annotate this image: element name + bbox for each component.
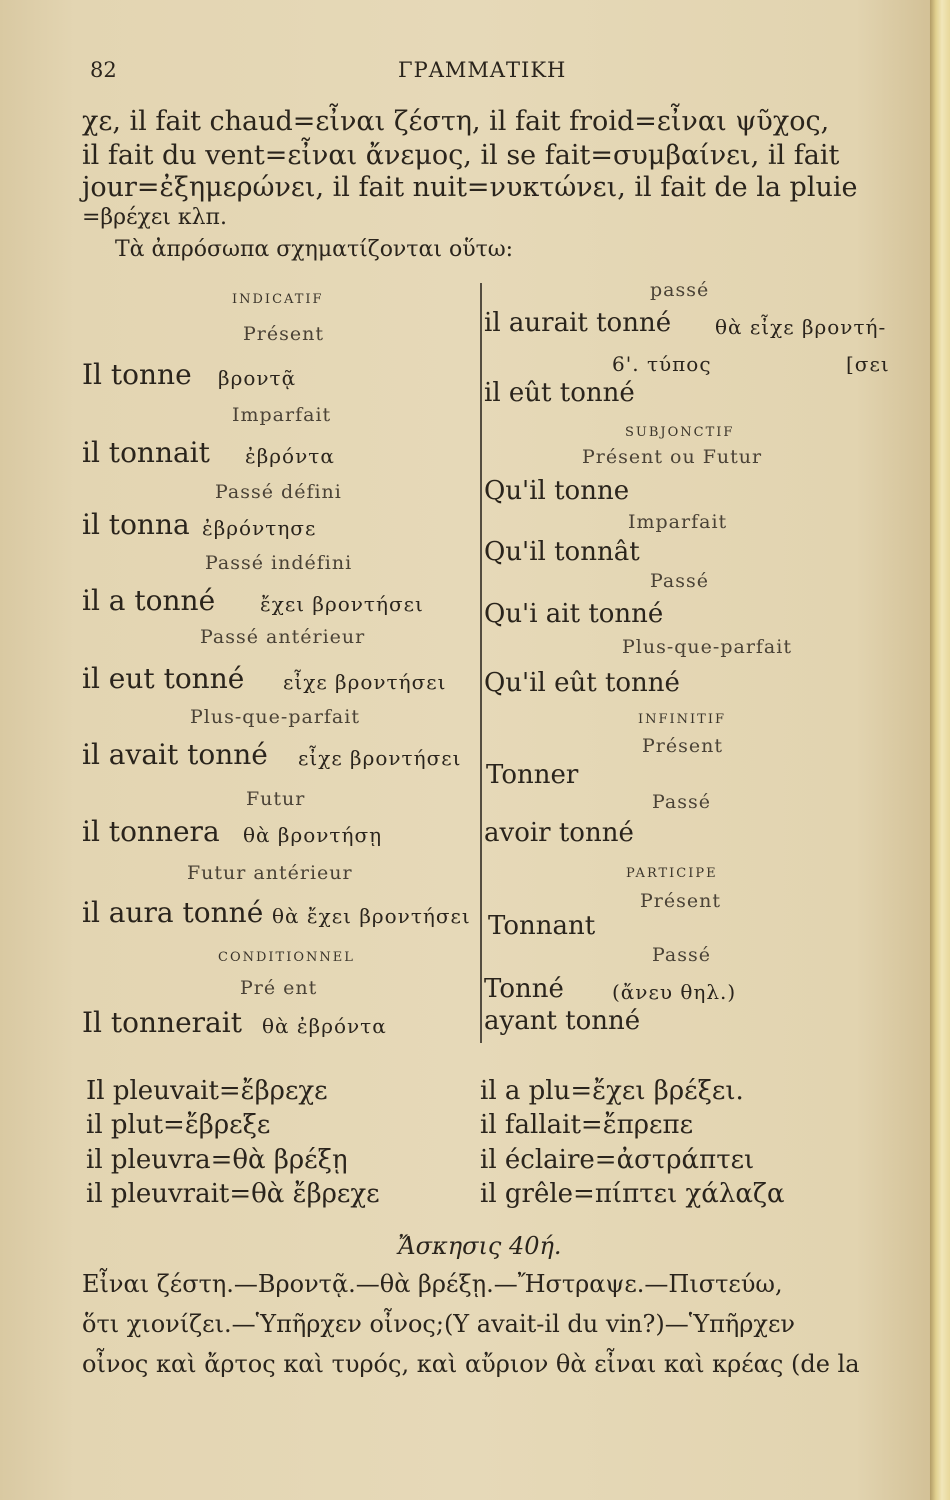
tense-form: il eut tonné xyxy=(82,662,245,695)
tense-label: Présent xyxy=(243,323,324,345)
weather-verb-line: il pleuvra=θὰ βρέξῃ xyxy=(86,1145,348,1175)
tense-note: (ἄνευ θηλ.) xyxy=(612,980,737,1004)
tense-label: Plus-que-parfait xyxy=(622,636,792,658)
tense-form: il tonnait xyxy=(82,436,210,469)
weather-verb-line: il éclaire=ἀστράπτει xyxy=(480,1145,755,1175)
tense-form: Qu'il eût tonné xyxy=(484,668,680,698)
tense-greek: ἐβρόντησε xyxy=(202,516,317,540)
tense-label: Passé xyxy=(652,791,712,813)
tense-greek: ἐβρόντα xyxy=(245,444,335,468)
tense-form: Tonné xyxy=(484,974,564,1004)
tense-greek-cont: 6'. τύπος xyxy=(612,352,712,376)
exercise-line: ὅτι χιονίζει.—Ὑπῆρχεν οἶνος;(Y avait-il du vin?)—Ὑπῆρχεν xyxy=(82,1310,795,1338)
tense-form: Tonner xyxy=(486,760,579,790)
tense-greek: θὰ ἐβρόντα xyxy=(262,1014,387,1038)
tense-label: Passé défini xyxy=(215,481,342,503)
tense-label: Imparfait xyxy=(628,511,728,533)
tense-note: [σει xyxy=(846,352,890,376)
tense-form: Qu'i ait tonné xyxy=(484,599,664,629)
tense-label: Passé antérieur xyxy=(200,626,366,648)
weather-verb-line: il fallait=ἔπρεπε xyxy=(480,1110,694,1140)
tense-label: Présent xyxy=(642,735,723,757)
tense-form: avoir tonné xyxy=(484,818,634,848)
page-edge xyxy=(930,0,950,1500)
column-divider xyxy=(480,283,482,1043)
intro-line: χε, il fait chaud=εἶναι ζέστη, il fait froid=εἶναι ψῦχος, xyxy=(82,106,830,137)
tense-greek: ἔχει βροντήσει xyxy=(260,592,424,616)
tense-label: Présent ou Futur xyxy=(582,446,763,468)
tense-label: passé xyxy=(650,279,710,301)
tense-label: Présent xyxy=(640,890,721,912)
exercise-line: οἶνος καὶ ἄρτος καὶ τυρός, καὶ αὔριον θὰ εἶναι καὶ κρέας (de la xyxy=(82,1350,860,1378)
tense-form: Il tonne xyxy=(82,358,192,391)
intro-line: jour=ἐξημερώνει, il fait nuit=νυκτώνει, il fait de la pluie xyxy=(82,172,858,203)
tense-label: Passé indéfini xyxy=(205,552,353,574)
weather-verb-line: il pleuvrait=θὰ ἔβρεχε xyxy=(86,1179,380,1209)
tense-form: Il tonnerait xyxy=(82,1006,242,1039)
tense-greek: θὰ ἔχει βροντήσει xyxy=(272,904,471,928)
weather-verb-line: il a plu=ἔχει βρέξει. xyxy=(480,1076,744,1106)
mood-heading-conditionnel: CONDITIONNEL xyxy=(218,950,355,965)
exercise-line: Εἶναι ζέστη.—Βροντᾷ.—θὰ βρέξῃ.—Ἤστραψε.—Πιστεύω, xyxy=(82,1270,783,1298)
page-number: 82 xyxy=(90,58,117,82)
tense-greek: θὰ εἶχε βροντή- xyxy=(715,315,887,339)
intro-heading: Τὰ ἀπρόσωπα σχηματίζονται οὕτω: xyxy=(115,237,514,262)
tense-label: Imparfait xyxy=(232,404,332,426)
tense-form: il tonna xyxy=(82,508,190,541)
tense-greek: θὰ βροντήσῃ xyxy=(243,823,383,847)
weather-verb-line: il grêle=πίπτει χάλαζα xyxy=(480,1179,785,1209)
tense-form: il eût tonné xyxy=(484,378,635,408)
mood-heading-participe: PARTICIPE xyxy=(626,866,718,881)
running-title: ΓΡΑΜΜΑΤΙΚΗ xyxy=(398,58,567,82)
mood-heading-subjonctif: SUBJONCTIF xyxy=(625,425,735,440)
tense-greek: εἶχε βροντήσει xyxy=(283,670,447,694)
tense-form: Tonnant xyxy=(488,911,596,941)
tense-form: Qu'il tonnât xyxy=(484,537,640,567)
tense-greek: βροντᾷ xyxy=(218,366,297,390)
weather-verb-line: Il pleuvait=ἔβρεχε xyxy=(86,1076,328,1106)
mood-heading-infinitif: INFINITIF xyxy=(638,712,727,727)
tense-form: ayant tonné xyxy=(484,1006,641,1036)
weather-verb-line: il plut=ἔβρεξε xyxy=(86,1110,271,1140)
tense-label: Futur xyxy=(246,788,306,810)
mood-heading-indicatif: INDICATIF xyxy=(232,292,324,307)
tense-label: Plus-que-parfait xyxy=(190,706,360,728)
tense-label: Passé xyxy=(652,944,712,966)
intro-line: =βρέχει κλπ. xyxy=(82,205,227,230)
tense-label: Passé xyxy=(650,570,710,592)
tense-form: Qu'il tonne xyxy=(484,476,630,506)
tense-form: il a tonné xyxy=(82,584,216,617)
tense-label: Futur antérieur xyxy=(187,862,353,884)
intro-line: il fait du vent=εἶναι ἄνεμος, il se fait=συμβαίνει, il fait xyxy=(82,140,840,171)
tense-form: il aura tonné xyxy=(82,896,264,929)
exercise-title: Ἄσκησις 40ή. xyxy=(398,1232,562,1260)
tense-label: Pré ent xyxy=(240,977,318,999)
tense-form: il aurait tonné xyxy=(484,308,672,338)
tense-form: il avait tonné xyxy=(82,738,268,771)
tense-form: il tonnera xyxy=(82,815,220,848)
tense-greek: εἶχε βροντήσει xyxy=(298,746,462,770)
